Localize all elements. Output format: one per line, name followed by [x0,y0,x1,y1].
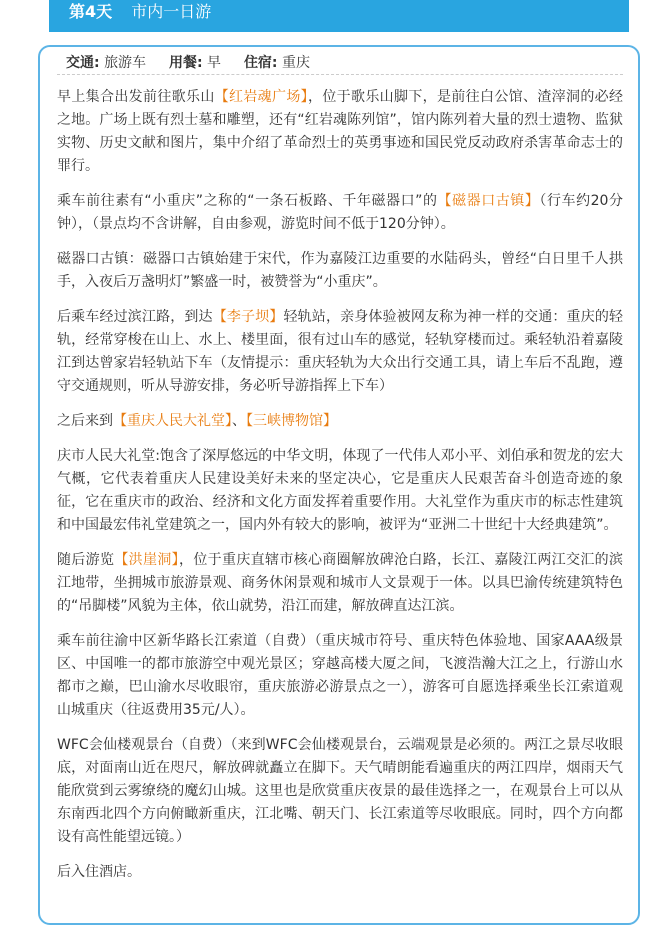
itinerary-paragraph [57,190,623,236]
itinerary-paragraph [57,549,623,618]
paragraph-text: 庆市人民大礼堂:饱含了深厚悠远的中华文明，体现了一代伟人邓小平、刘伯承和贺龙的宏大气概，它代表着重庆人民建设美好未来的坚定决心，它是重庆人民艰苦奋斗创造奇迹的象征，它在重庆市的政治、经济和文化方面发挥着重要作用。大礼堂作为重庆市的标志性建筑和中国最宏伟礼堂建筑之一，国内外有较大的影响，被评为“亚洲二十世纪十大经典建筑”。 [57,448,623,533]
attraction-highlight: 【红岩魂广场】 [214,89,309,105]
day-number-label: 第4天 [69,2,113,21]
paragraph-text: 之后来到 [57,413,113,429]
itinerary-paragraph [57,248,623,294]
meal-label: 用餐: [168,55,203,71]
stay-label: 住宿: [243,55,278,71]
transport-value: 旅游车 [104,55,147,71]
paragraph-text: WFC会仙楼观景台（自费）（来到WFC会仙楼观景台，云端观景是必须的。两江之景尽收眼底，对面南山近在咫尺，解放碑就矗立在脚下。天气晴朗能看遍重庆的两江四岸，烟雨天气能欣赏到云雾缭绕的魔幻山城。这里也是欣赏重庆夜景的最佳选择之一，在观景台上可以从东南西北四个方向俯瞰新重庆，江北嘴、朝天门、长江索道等尽收眼底。同时，四个方向都设有高性能望远镜。） [57,737,623,845]
paragraph-text: ，位于重庆直辖市核心商圈解放碑沧白路，长江、嘉陵江两江交汇的滨江地带，坐拥城市旅游景观、商务休闲景观和城市人文景观于一体。以具巴渝传统建筑特色的“吊脚楼”风貌为主体，依山就势，沿江而建，解放碑直达江滨。 [57,552,624,614]
transport-label: 交通: [66,55,100,71]
day-header-bar [49,0,629,32]
itinerary-paragraph [57,861,623,884]
paragraph-text: 轻轨站，亲身体验被网友称为神一样的交通：重庆的轻轨，经常穿梭在山上、水上、楼里面，很有过山车的感觉，轻轨穿楼而过。乘轻轨沿着嘉陵江到达曾家岩轻轨站下车（友情提示：重庆轻轨为大众出行交通工具，请上车后不乱跑，遵守交通规则，听从导游安排，务必听导游指挥上下车） [57,309,624,394]
paragraph-text: ，位于歌乐山脚下，是前往白公馆、渣滓洞的必经之地。广场上既有烈士墓和雕塑，还有“红岩魂陈列馆”，馆内陈列着大量的烈士遗物、监狱实物、历史文献和图片，集中介绍了革命烈士的英勇事迹和国民党反动政府杀害革命志士的罪行。 [57,89,624,174]
paragraph-text: 后乘车经过滨江路，到达 [57,309,213,325]
attraction-highlight: 【李子坝】 [212,309,284,325]
attraction-highlight: 【磁器口古镇】 [437,193,540,209]
info-divider [57,74,623,75]
itinerary-paragraph [57,306,623,398]
paragraph-text: 、 [232,413,246,429]
paragraph-text: 磁器口古镇：磁器口古镇始建于宋代，作为嘉陵江边重要的水陆码头，曾经“白日里千人拱手，入夜后万盏明灯”繁盛一时，被赞誉为“小重庆”。 [57,251,623,290]
attraction-highlight: 【三峡博物馆】 [246,413,337,429]
paragraph-text: 早上集合出发前往歌乐山 [57,89,215,105]
stay-value: 重庆 [282,55,310,71]
itinerary-paragraph [57,734,623,849]
itinerary-paragraph [57,86,623,178]
paragraph-text: （行车约20分钟），（景点均不含讲解，自由参观，游览时间不低于120分钟）。 [57,193,624,232]
itinerary-paragraph [57,410,623,433]
itinerary-paragraph [57,630,623,722]
meal-value: 早 [207,55,222,71]
itinerary-paragraph [57,445,623,537]
attraction-highlight: 【洪崖洞】 [114,552,180,568]
paragraph-text: 后入住酒店。 [57,864,141,880]
paragraph-text: 乘车前往渝中区新华路长江索道（自费）（重庆城市符号、重庆特色体验地、国家AAA级景区、中国唯一的都市旅游空中观光景区；穿越高楼大厦之间，飞渡浩瀚大江之上，行游山水都市之巅，巴山渝水尽收眼帘，重庆旅游必游景点之一），游客可自愿选择乘坐长江索道观山城重庆（往返费用35元/人）。 [57,633,623,718]
paragraph-text: 随后游览 [57,552,115,568]
trip-info-row [66,51,310,75]
itinerary-content [57,86,623,896]
attraction-highlight: 【重庆人民大礼堂】 [113,413,232,429]
paragraph-text: 乘车前往素有“小重庆”之称的“一条石板路、千年磁器口”的 [57,193,438,209]
day-title: 市内一日游 [131,2,212,21]
